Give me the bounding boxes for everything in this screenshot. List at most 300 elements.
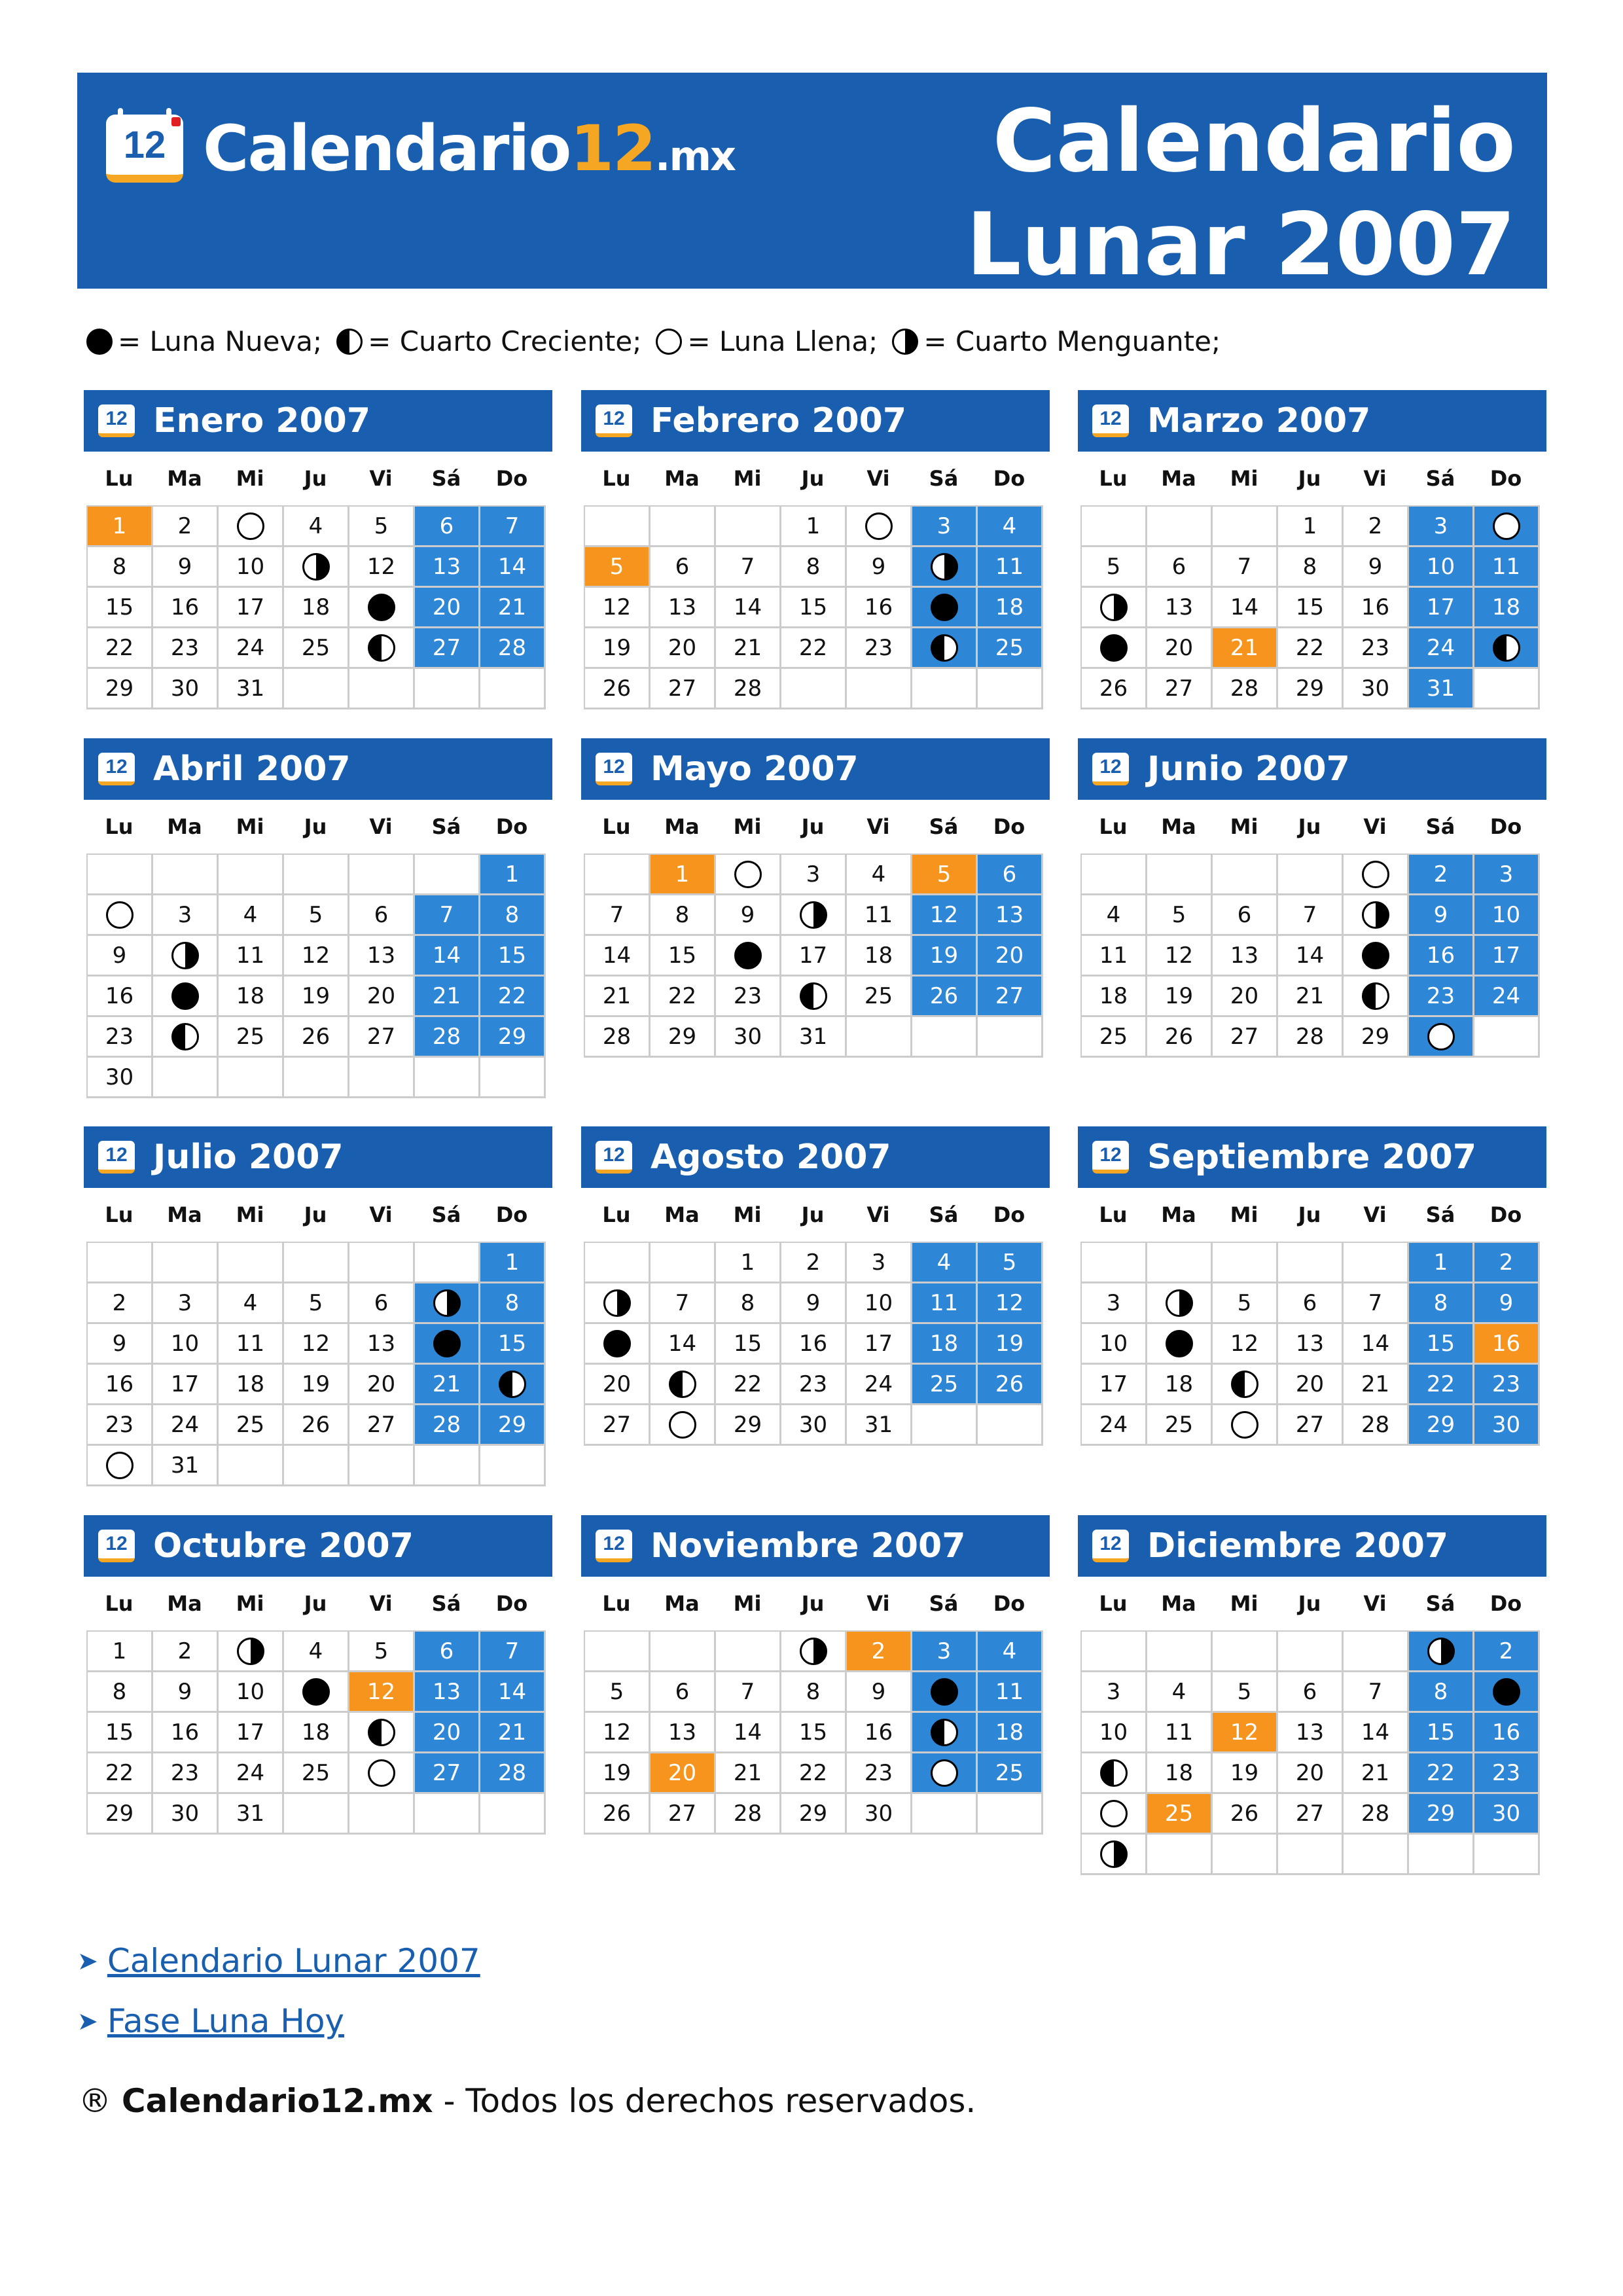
empty-day-cell (415, 1446, 480, 1486)
new-moon-icon (931, 1678, 958, 1706)
day-cell: 21 (415, 977, 480, 1017)
last-quarter-moon-icon (1427, 1638, 1455, 1665)
day-cell: 2 (1344, 507, 1409, 547)
weekday-label: Do (993, 1591, 1026, 1616)
weekday-label: Mi (236, 466, 264, 491)
day-cell: 21 (1278, 977, 1344, 1017)
day-cell: 18 (284, 588, 349, 628)
day-cell: 9 (1409, 895, 1474, 936)
day-cell: 25 (847, 977, 912, 1017)
empty-day-cell (415, 1058, 480, 1098)
day-cell: 10 (219, 1672, 284, 1713)
legend-nueva: = Luna Nueva; (118, 325, 323, 357)
day-cell: 20 (415, 588, 480, 628)
empty-day-cell (978, 1405, 1043, 1446)
day-cell: 28 (415, 1405, 480, 1446)
day-cell: 17 (153, 1365, 219, 1405)
day-cell-phase (349, 628, 415, 669)
day-cell: 18 (1474, 588, 1540, 628)
weekday-header (86, 1577, 552, 1630)
day-cell: 1 (716, 1243, 781, 1283)
day-cell: 12 (284, 936, 349, 977)
day-cell: 4 (284, 507, 349, 547)
weekday-label: Sá (929, 1591, 959, 1616)
day-cell: 29 (651, 1017, 716, 1058)
day-cell: 10 (1474, 895, 1540, 936)
weekday-label: Do (993, 1202, 1026, 1227)
day-cell: 13 (349, 936, 415, 977)
day-cell: 7 (480, 1632, 546, 1672)
day-cell: 11 (219, 936, 284, 977)
weekday-label: Sá (1425, 466, 1455, 491)
day-cell: 16 (1344, 588, 1409, 628)
day-cell: 11 (978, 547, 1043, 588)
day-cell: 4 (219, 1283, 284, 1324)
day-cell: 8 (1278, 547, 1344, 588)
day-cell: 7 (716, 1672, 781, 1713)
day-cell: 20 (651, 1753, 716, 1794)
page-title-line2: Lunar 2007 (966, 194, 1516, 295)
weekday-label: Ju (304, 1202, 327, 1227)
day-cell: 17 (781, 936, 847, 977)
day-cell: 15 (1409, 1324, 1474, 1365)
weekday-label: Lu (602, 814, 631, 839)
day-cell: 12 (284, 1324, 349, 1365)
month-header (1078, 1126, 1546, 1188)
day-cell: 20 (415, 1713, 480, 1753)
day-cell: 1 (1278, 507, 1344, 547)
weekday-label: Mi (236, 1202, 264, 1227)
day-cell: 12 (585, 588, 651, 628)
empty-day-cell (1213, 1632, 1278, 1672)
day-cell: 20 (585, 1365, 651, 1405)
day-grid (1080, 1630, 1540, 1875)
day-cell: 20 (349, 977, 415, 1017)
day-cell: 19 (284, 977, 349, 1017)
day-cell: 23 (1409, 977, 1474, 1017)
month-title: Julio 2007 (153, 1138, 344, 1177)
weekday-label: Ma (664, 1202, 700, 1227)
weekday-label: Do (495, 1591, 528, 1616)
day-cell: 29 (716, 1405, 781, 1446)
weekday-label: Ju (801, 466, 825, 491)
weekday-label: Ju (801, 1202, 825, 1227)
month-header (1078, 390, 1546, 452)
day-cell: 29 (480, 1405, 546, 1446)
day-cell: 13 (1147, 588, 1213, 628)
empty-day-cell (349, 669, 415, 709)
day-cell-phase (847, 507, 912, 547)
day-cell: 15 (1409, 1713, 1474, 1753)
month-header (581, 738, 1050, 800)
month-title: Agosto 2007 (651, 1138, 891, 1177)
weekday-header (1080, 1577, 1546, 1630)
day-cell: 12 (349, 1672, 415, 1713)
empty-day-cell (219, 855, 284, 895)
weekday-label: Sá (929, 1202, 959, 1227)
day-cell: 3 (153, 895, 219, 936)
full-moon-icon (865, 512, 893, 540)
day-cell: 8 (651, 895, 716, 936)
day-cell: 17 (219, 1713, 284, 1753)
day-cell: 25 (284, 1753, 349, 1794)
empty-day-cell (284, 1446, 349, 1486)
weekday-label: Ju (304, 1591, 327, 1616)
legend-creciente: = Cuarto Creciente; (368, 325, 642, 357)
empty-day-cell (1474, 1835, 1540, 1875)
footer-brand: Calendario12.mx (121, 2082, 433, 2120)
day-cell-phase (415, 1283, 480, 1324)
day-cell: 20 (1147, 628, 1213, 669)
new-moon-icon (1100, 634, 1128, 662)
empty-day-cell (1213, 1835, 1278, 1875)
day-cell: 25 (1147, 1794, 1213, 1835)
day-cell: 21 (585, 977, 651, 1017)
day-grid (86, 1242, 546, 1486)
day-cell: 13 (651, 1713, 716, 1753)
day-cell-phase (1409, 1632, 1474, 1672)
new-moon-icon (433, 1330, 461, 1357)
legend-menguante: = Cuarto Menguante; (923, 325, 1221, 357)
last-quarter-moon-icon (603, 1289, 631, 1317)
empty-day-cell (219, 1058, 284, 1098)
link-calendario-lunar[interactable]: Calendario Lunar 2007 (107, 1942, 480, 1980)
first-quarter-moon-icon (171, 1023, 199, 1050)
link-fase-luna-hoy[interactable]: Fase Luna Hoy (107, 2002, 345, 2040)
day-cell: 2 (88, 1283, 153, 1324)
day-cell: 25 (1147, 1405, 1213, 1446)
calendar-icon: 12 (98, 1141, 135, 1174)
day-cell: 3 (1474, 855, 1540, 895)
link-item (77, 1931, 480, 1991)
weekday-label: Ju (1298, 814, 1321, 839)
weekday-label: Do (495, 814, 528, 839)
weekday-label: Ma (664, 466, 700, 491)
weekday-label: Do (1489, 814, 1522, 839)
day-cell-phase (1082, 628, 1147, 669)
day-cell: 9 (1344, 547, 1409, 588)
day-cell: 24 (847, 1365, 912, 1405)
first-quarter-moon-icon (931, 1719, 958, 1746)
day-cell: 13 (1278, 1713, 1344, 1753)
day-cell: 5 (1147, 895, 1213, 936)
weekday-label: Lu (1099, 466, 1128, 491)
calendar-icon: 12 (596, 1141, 632, 1174)
day-cell: 21 (716, 1753, 781, 1794)
last-quarter-moon-icon (800, 901, 827, 929)
month-calendar (581, 1126, 1050, 1446)
last-quarter-moon-icon (1100, 594, 1128, 621)
day-cell: 19 (912, 936, 978, 977)
day-cell: 7 (1344, 1672, 1409, 1713)
day-cell: 21 (1344, 1753, 1409, 1794)
weekday-label: Vi (866, 466, 890, 491)
empty-day-cell (1147, 855, 1213, 895)
empty-day-cell (219, 1243, 284, 1283)
day-cell: 18 (978, 1713, 1043, 1753)
day-cell-phase (716, 936, 781, 977)
day-cell: 23 (781, 1365, 847, 1405)
day-cell: 18 (284, 1713, 349, 1753)
day-cell: 16 (1474, 1324, 1540, 1365)
first-quarter-moon-icon (669, 1371, 696, 1398)
weekday-label: Lu (602, 466, 631, 491)
day-cell: 19 (978, 1324, 1043, 1365)
empty-day-cell (1474, 1017, 1540, 1058)
day-cell-phase (651, 1405, 716, 1446)
day-cell-phase (349, 588, 415, 628)
day-cell: 7 (1278, 895, 1344, 936)
day-cell: 5 (912, 855, 978, 895)
full-moon-icon (1493, 512, 1520, 540)
day-cell: 21 (1213, 628, 1278, 669)
day-cell: 6 (415, 1632, 480, 1672)
weekday-label: Ma (664, 814, 700, 839)
day-cell-phase (1344, 977, 1409, 1017)
day-cell: 24 (1082, 1405, 1147, 1446)
month-calendar (1078, 738, 1546, 1058)
calendar-icon: 12 (98, 404, 135, 437)
weekday-label: Ma (1161, 1202, 1196, 1227)
day-cell: 25 (978, 1753, 1043, 1794)
weekday-label: Vi (369, 814, 393, 839)
month-header (84, 390, 552, 452)
day-cell: 27 (415, 1753, 480, 1794)
month-title: Marzo 2007 (1147, 401, 1371, 440)
day-cell: 10 (847, 1283, 912, 1324)
registered-symbol: ® (79, 2082, 111, 2120)
day-cell: 30 (1344, 669, 1409, 709)
day-cell: 15 (480, 936, 546, 977)
day-cell-phase (912, 588, 978, 628)
day-cell: 21 (480, 588, 546, 628)
empty-day-cell (349, 1446, 415, 1486)
day-cell: 15 (1278, 588, 1344, 628)
day-grid (584, 1630, 1043, 1835)
day-cell: 5 (978, 1243, 1043, 1283)
day-cell: 21 (1344, 1365, 1409, 1405)
day-grid (584, 853, 1043, 1058)
last-quarter-moon-icon (892, 329, 918, 355)
day-cell: 25 (219, 1017, 284, 1058)
empty-day-cell (978, 669, 1043, 709)
day-cell: 16 (1474, 1713, 1540, 1753)
day-cell: 7 (585, 895, 651, 936)
day-cell: 1 (1409, 1243, 1474, 1283)
day-cell: 2 (781, 1243, 847, 1283)
day-cell: 6 (978, 855, 1043, 895)
day-cell: 6 (1213, 895, 1278, 936)
day-cell: 22 (480, 977, 546, 1017)
day-cell: 22 (88, 1753, 153, 1794)
day-cell: 8 (88, 547, 153, 588)
day-cell: 23 (1344, 628, 1409, 669)
day-cell: 20 (349, 1365, 415, 1405)
day-cell: 4 (219, 895, 284, 936)
calendar-icon (106, 115, 183, 183)
day-cell-phase (912, 628, 978, 669)
empty-day-cell (480, 669, 546, 709)
first-quarter-moon-icon (368, 1719, 395, 1746)
day-cell: 4 (1147, 1672, 1213, 1713)
day-cell: 20 (1278, 1365, 1344, 1405)
day-cell: 31 (219, 669, 284, 709)
empty-day-cell (585, 1632, 651, 1672)
empty-day-cell (978, 1794, 1043, 1835)
day-cell: 19 (1147, 977, 1213, 1017)
weekday-label: Do (1489, 1591, 1522, 1616)
day-cell: 18 (978, 588, 1043, 628)
day-cell: 27 (978, 977, 1043, 1017)
day-cell: 11 (219, 1324, 284, 1365)
day-cell: 9 (716, 895, 781, 936)
day-cell: 2 (153, 507, 219, 547)
day-cell: 28 (1213, 669, 1278, 709)
weekday-label: Lu (1099, 814, 1128, 839)
day-cell: 8 (480, 895, 546, 936)
weekday-label: Lu (105, 466, 134, 491)
day-cell: 16 (88, 977, 153, 1017)
empty-day-cell (585, 1243, 651, 1283)
day-cell-phase (1344, 936, 1409, 977)
day-cell: 27 (585, 1405, 651, 1446)
calendar-icon: 12 (98, 1530, 135, 1562)
related-links (77, 1931, 480, 2051)
empty-day-cell (912, 669, 978, 709)
day-cell-phase (1474, 1672, 1540, 1713)
last-quarter-moon-icon (237, 1638, 264, 1665)
day-cell: 23 (153, 628, 219, 669)
month-title: Febrero 2007 (651, 401, 907, 440)
day-cell: 13 (1213, 936, 1278, 977)
day-grid (86, 1630, 546, 1835)
weekday-label: Lu (105, 1591, 134, 1616)
weekday-label: Lu (1099, 1202, 1128, 1227)
day-cell: 26 (912, 977, 978, 1017)
day-cell: 29 (1409, 1405, 1474, 1446)
brand-logo[interactable] (106, 109, 735, 188)
day-cell: 6 (651, 1672, 716, 1713)
day-cell: 29 (1278, 669, 1344, 709)
day-cell: 15 (88, 1713, 153, 1753)
day-cell: 2 (1409, 855, 1474, 895)
weekday-label: Vi (866, 1591, 890, 1616)
weekday-label: Sá (431, 814, 461, 839)
empty-day-cell (1409, 1835, 1474, 1875)
day-cell-phase (153, 1017, 219, 1058)
empty-day-cell (978, 1017, 1043, 1058)
month-calendar (84, 1515, 552, 1835)
day-cell: 12 (978, 1283, 1043, 1324)
empty-day-cell (349, 1794, 415, 1835)
brand-name-part1: Calendario (203, 112, 571, 185)
weekday-label: Do (1489, 1202, 1522, 1227)
empty-day-cell (912, 1017, 978, 1058)
day-cell: 26 (284, 1017, 349, 1058)
empty-day-cell (1278, 855, 1344, 895)
day-cell: 7 (716, 547, 781, 588)
day-cell: 5 (1213, 1283, 1278, 1324)
day-cell: 13 (415, 1672, 480, 1713)
day-cell: 1 (781, 507, 847, 547)
empty-day-cell (284, 855, 349, 895)
day-cell: 25 (219, 1405, 284, 1446)
day-cell: 9 (153, 1672, 219, 1713)
calendar-icon: 12 (596, 753, 632, 785)
brand-name-part2: 12 (570, 112, 655, 185)
last-quarter-moon-icon (1100, 1840, 1128, 1868)
empty-day-cell (1344, 1243, 1409, 1283)
weekday-label: Lu (602, 1202, 631, 1227)
day-cell-phase (781, 977, 847, 1017)
weekday-label: Vi (369, 1591, 393, 1616)
day-cell: 28 (1344, 1794, 1409, 1835)
weekday-label: Ju (1298, 466, 1321, 491)
weekday-header (584, 1188, 1050, 1242)
empty-day-cell (585, 507, 651, 547)
weekday-label: Mi (733, 814, 762, 839)
day-cell-phase (651, 1365, 716, 1405)
day-cell-phase (1082, 1753, 1147, 1794)
day-cell: 6 (1278, 1283, 1344, 1324)
day-cell: 3 (781, 855, 847, 895)
weekday-label: Mi (1230, 1591, 1258, 1616)
full-moon-icon (669, 1411, 696, 1439)
day-cell: 20 (978, 936, 1043, 977)
weekday-label: Mi (236, 1591, 264, 1616)
weekday-label: Ju (801, 814, 825, 839)
day-cell: 2 (153, 1632, 219, 1672)
weekday-label: Ju (304, 466, 327, 491)
empty-day-cell (1082, 1632, 1147, 1672)
day-cell: 29 (1409, 1794, 1474, 1835)
weekday-label: Vi (1363, 1202, 1387, 1227)
weekday-label: Sá (431, 466, 461, 491)
weekday-label: Ma (1161, 814, 1196, 839)
day-cell: 11 (1474, 547, 1540, 588)
day-cell: 29 (88, 1794, 153, 1835)
day-cell-phase (912, 1713, 978, 1753)
month-calendar (84, 738, 552, 1098)
empty-day-cell (716, 1632, 781, 1672)
calendar-icon: 12 (1092, 753, 1129, 785)
weekday-label: Mi (733, 1202, 762, 1227)
day-cell: 30 (153, 1794, 219, 1835)
full-moon-icon (237, 512, 264, 540)
first-quarter-moon-icon (1362, 982, 1389, 1010)
weekday-label: Vi (1363, 1591, 1387, 1616)
weekday-label: Vi (866, 1202, 890, 1227)
full-moon-icon (368, 1759, 395, 1787)
full-moon-icon (734, 861, 762, 888)
day-cell: 8 (480, 1283, 546, 1324)
weekday-label: Mi (733, 1591, 762, 1616)
day-cell: 3 (1082, 1283, 1147, 1324)
weekday-label: Ma (167, 814, 202, 839)
weekday-label: Mi (236, 814, 264, 839)
day-cell: 17 (1474, 936, 1540, 977)
month-calendar (1078, 1515, 1546, 1875)
weekday-label: Ju (1298, 1591, 1321, 1616)
weekday-label: Vi (1363, 814, 1387, 839)
calendar-icon: 12 (1092, 1141, 1129, 1174)
calendar-icon: 12 (1092, 1530, 1129, 1562)
day-cell: 7 (651, 1283, 716, 1324)
day-cell: 21 (480, 1713, 546, 1753)
day-cell: 14 (1344, 1324, 1409, 1365)
day-cell: 9 (781, 1283, 847, 1324)
day-cell: 18 (912, 1324, 978, 1365)
